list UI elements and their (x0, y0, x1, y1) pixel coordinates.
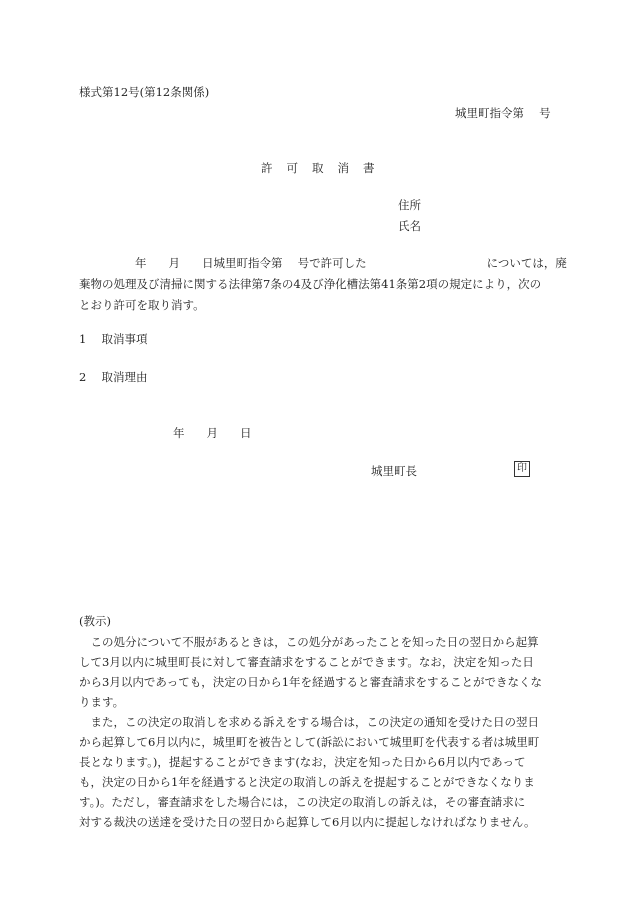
teaching-line: 長となります。)，提起することができます(なお，決定を知った日から6月以内であって (79, 755, 526, 769)
body-year-label: 年 (135, 256, 147, 270)
body-paragraph (79, 253, 567, 316)
teaching-line: す。)。ただし，審査請求をした場合には，この決定の取消しの訴えは，その審査請求に (79, 795, 526, 809)
teaching-heading: (教示) (79, 614, 111, 628)
issue-day: 日 (240, 426, 252, 440)
teaching-line: また，この決定の取消しを求める訴えをする場合は，この決定の通知を受けた日の翌日 (79, 715, 539, 729)
teaching-line: 対する裁決の送達を受けた日の翌日から起算して6月以内に提起しなければなりません。 (79, 815, 536, 829)
issue-year: 年 (173, 426, 185, 440)
body-line-3: とおり許可を取り消す。 (79, 298, 205, 312)
teaching-line: して3月以内に城里町長に対して審査請求をすることができます。なお，決定を知った日 (79, 655, 534, 669)
title-char: 可 (286, 161, 298, 175)
issue-month: 月 (206, 426, 218, 440)
title-char: 書 (363, 161, 375, 175)
body-line-1 (79, 253, 567, 274)
seal-mark: 印 (514, 461, 530, 477)
body-month-label: 月 (168, 256, 180, 270)
title-char: 許 (261, 161, 273, 175)
teaching-line: から3月以内であっても，決定の日から1年を経過すると審査請求をすることができなくな (79, 675, 543, 689)
form-number: 様式第12号(第12条関係) (79, 85, 210, 99)
teaching-text (79, 632, 551, 832)
issue-date (173, 425, 252, 441)
teaching-line: この処分について不服があるときは，この処分があったことを知った日の翌日から起算 (79, 635, 539, 649)
teaching-line: ります。 (79, 695, 125, 709)
name-label: 氏名 (398, 219, 421, 233)
item-cancel-reason: 2 取消理由 (79, 370, 148, 384)
body-day-directive: 日城里町指令第 号で許可した (202, 256, 367, 270)
title-char: 取 (312, 161, 324, 175)
directive-number: 城里町指令第 号 (455, 106, 551, 120)
body-line1-tail: については，廃 (486, 256, 567, 270)
item-cancel-matters: 1 取消事項 (79, 332, 148, 346)
teaching-line: も，決定の日から1年を経過すると決定の取消しの訴えを提起することができなくなりま (79, 775, 535, 789)
body-line-2: 棄物の処理及び清掃に関する法律第7条の4及び浄化槽法第41条第2項の規定により，次の (79, 277, 542, 291)
address-label: 住所 (398, 198, 421, 212)
teaching-line: から起算して6月以内に，城里町を被告として(訴訟において城里町を代表する者は城里町 (79, 735, 540, 749)
title-char: 消 (337, 161, 349, 175)
document-title (261, 160, 375, 176)
mayor-label: 城里町長 (371, 464, 417, 478)
